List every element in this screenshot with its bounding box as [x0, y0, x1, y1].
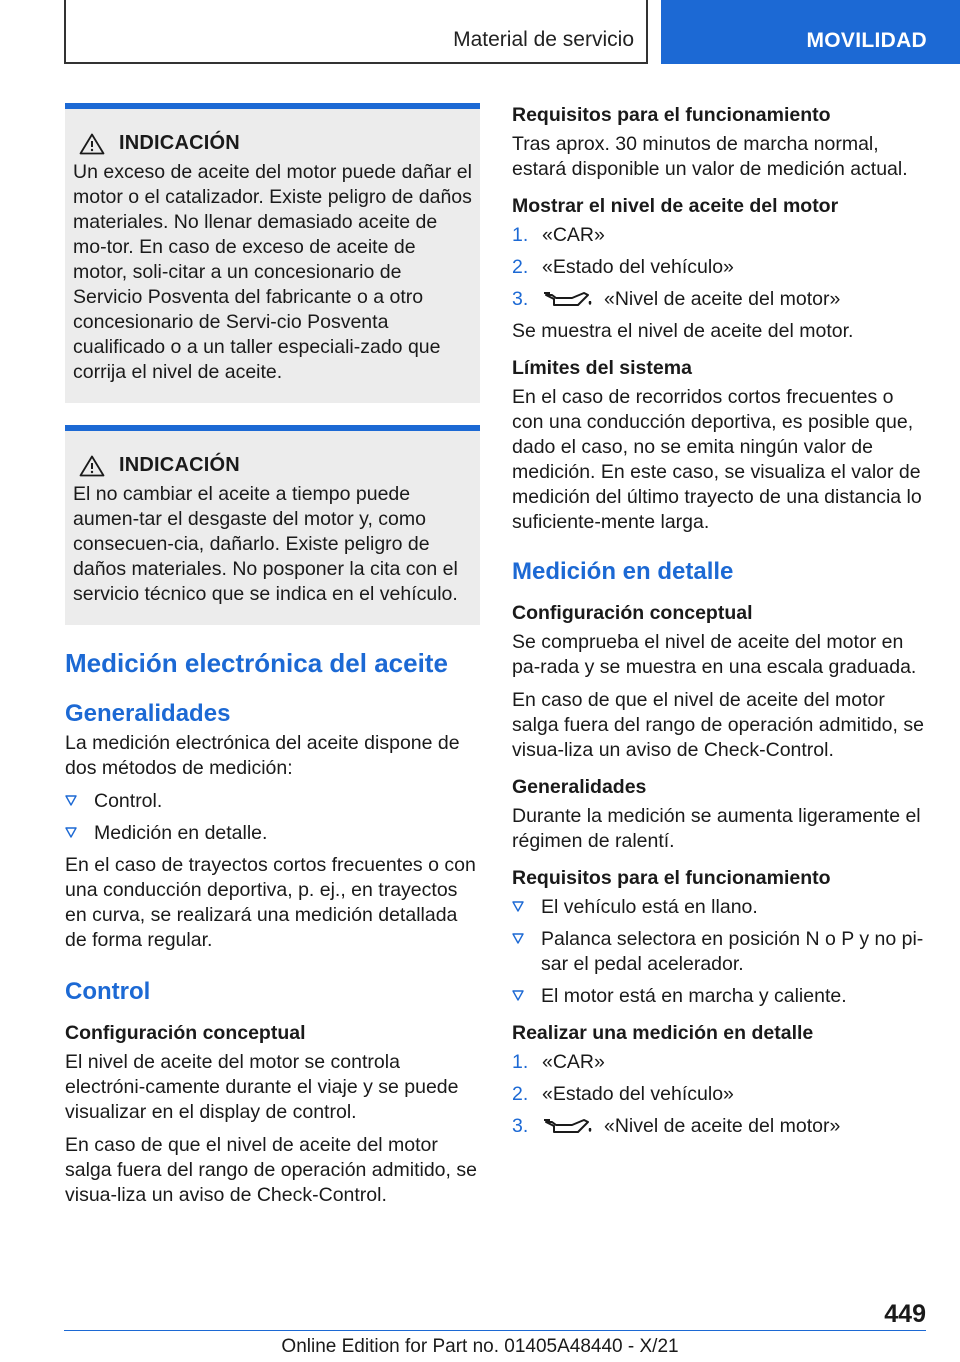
step-item: 2. «Estado del vehículo» — [512, 1083, 734, 1105]
step-item: 1. «CAR» — [512, 1051, 605, 1073]
subsection-heading: Control — [65, 978, 151, 1005]
warning-note — [65, 425, 480, 625]
paragraph: La medición electrónica del aceite dispone de dos métodos de medición: — [65, 732, 460, 779]
footer-edition: Online Edition for Part no. 01405A48440 - X/21 — [281, 1336, 679, 1357]
left-column — [65, 103, 480, 1216]
paragraph: Se comprueba el nivel de aceite del motor en pa‐rada y se muestra en una escala graduada. — [512, 631, 917, 678]
step-item: 3. «Nivel de aceite del motor» — [512, 288, 841, 310]
triangle-bullet-icon — [65, 795, 77, 807]
block-heading: Mostrar el nivel de aceite del motor — [512, 195, 839, 217]
list-item: Control. — [65, 789, 480, 814]
block-heading: Realizar una medición en detalle — [512, 1022, 814, 1044]
paragraph: El nivel de aceite del motor se controla electróni‐camente durante el viaje y se puede visualizar en el display de control. — [65, 1051, 459, 1123]
triangle-bullet-icon — [65, 827, 77, 839]
oil-can-icon — [542, 290, 594, 310]
step-list — [512, 1050, 927, 1139]
warning-triangle-icon — [79, 133, 105, 155]
bullet-list — [65, 789, 480, 846]
block-heading: Límites del sistema — [512, 357, 692, 379]
list-item: El vehículo está en llano. — [512, 895, 927, 920]
step-item: 3. «Nivel de aceite del motor» — [512, 1115, 841, 1137]
header-left-frame — [64, 0, 648, 64]
step-item: 1. «CAR» — [512, 224, 605, 246]
paragraph: En caso de que el nivel de aceite del motor salga fuera del rango de operación admitido, se visua‐liza un aviso de Check-Control. — [65, 1134, 477, 1206]
note-title: INDICACIÓN — [119, 132, 240, 154]
paragraph: Se muestra el nivel de aceite del motor. — [512, 320, 854, 342]
block-heading: Configuración conceptual — [65, 1022, 306, 1044]
block-heading: Requisitos para el funcionamiento — [512, 104, 831, 126]
warning-note — [65, 103, 480, 403]
list-item: Medición en detalle. — [65, 821, 480, 846]
paragraph: En caso de que el nivel de aceite del motor salga fuera del rango de operación admitido, se visua‐liza un aviso de Check-Control. — [512, 689, 924, 761]
subsection-heading: Generalidades — [65, 700, 231, 727]
list-item: Palanca selectora en posición N o P y no pi‐sar el pedal acelerador. — [512, 927, 927, 977]
step-list — [512, 223, 927, 312]
header-tab-label: MOVILIDAD — [806, 29, 927, 52]
page-number: 449 — [884, 1300, 926, 1328]
step-item: 2. «Estado del vehículo» — [512, 256, 734, 278]
list-item: El motor está en marcha y caliente. — [512, 984, 927, 1009]
oil-can-icon — [542, 1117, 594, 1137]
note-title: INDICACIÓN — [119, 454, 240, 476]
subsection-heading: Medición en detalle — [512, 558, 734, 585]
header-tab[interactable] — [661, 0, 960, 64]
block-heading: Configuración conceptual — [512, 602, 753, 624]
block-heading: Requisitos para el funcionamiento — [512, 867, 831, 889]
footer-divider — [64, 1330, 926, 1331]
note-text: El no cambiar el aceite a tiempo puede aumen‐tar el desgaste del motor y, como consecuen‐cia, dañarlo. Existe peligro de daños materiales. No posponer la cita con el servicio técnico que se indica en el vehículo. — [73, 483, 458, 605]
right-column — [512, 103, 927, 1146]
paragraph: Durante la medición se aumenta ligeramente el régimen de ralentí. — [512, 805, 921, 852]
block-heading: Generalidades — [512, 776, 647, 798]
paragraph: En el caso de trayectos cortos frecuentes o con una conducción deportiva, p. ej., en trayectos en curva, se realizará una medición detallada de forma regular. — [65, 854, 476, 951]
header-section-title: Material de servicio — [453, 28, 634, 51]
note-text: Un exceso de aceite del motor puede dañar el motor o el catalizador. Existe peligro de daños materiales. No llenar demasiado aceite de mo‐tor. En caso de exceso de aceite de motor, soli‐citar a un concesionario de Servicio Posventa del fabricante o a otro concesionario de Servi‐cio Posventa cualificado o a un taller especiali‐zado que corrija el nivel de aceite. — [73, 161, 472, 383]
bullet-list — [512, 895, 927, 1009]
paragraph: En el caso de recorridos cortos frecuentes o con una conducción deportiva, es posible que, dado el caso, no se emita ningún valor de medición. En este caso, se visualiza el valor de medición del último trayecto de una distancia lo suficiente‐mente larga. — [512, 386, 922, 533]
paragraph: Tras aprox. 30 minutos de marcha normal, estará disponible un valor de medición actual. — [512, 133, 908, 180]
triangle-bullet-icon — [512, 990, 524, 1002]
triangle-bullet-icon — [512, 901, 524, 913]
triangle-bullet-icon — [512, 933, 524, 945]
section-heading: Medición electrónica del aceite — [65, 648, 448, 678]
warning-triangle-icon — [79, 455, 105, 477]
